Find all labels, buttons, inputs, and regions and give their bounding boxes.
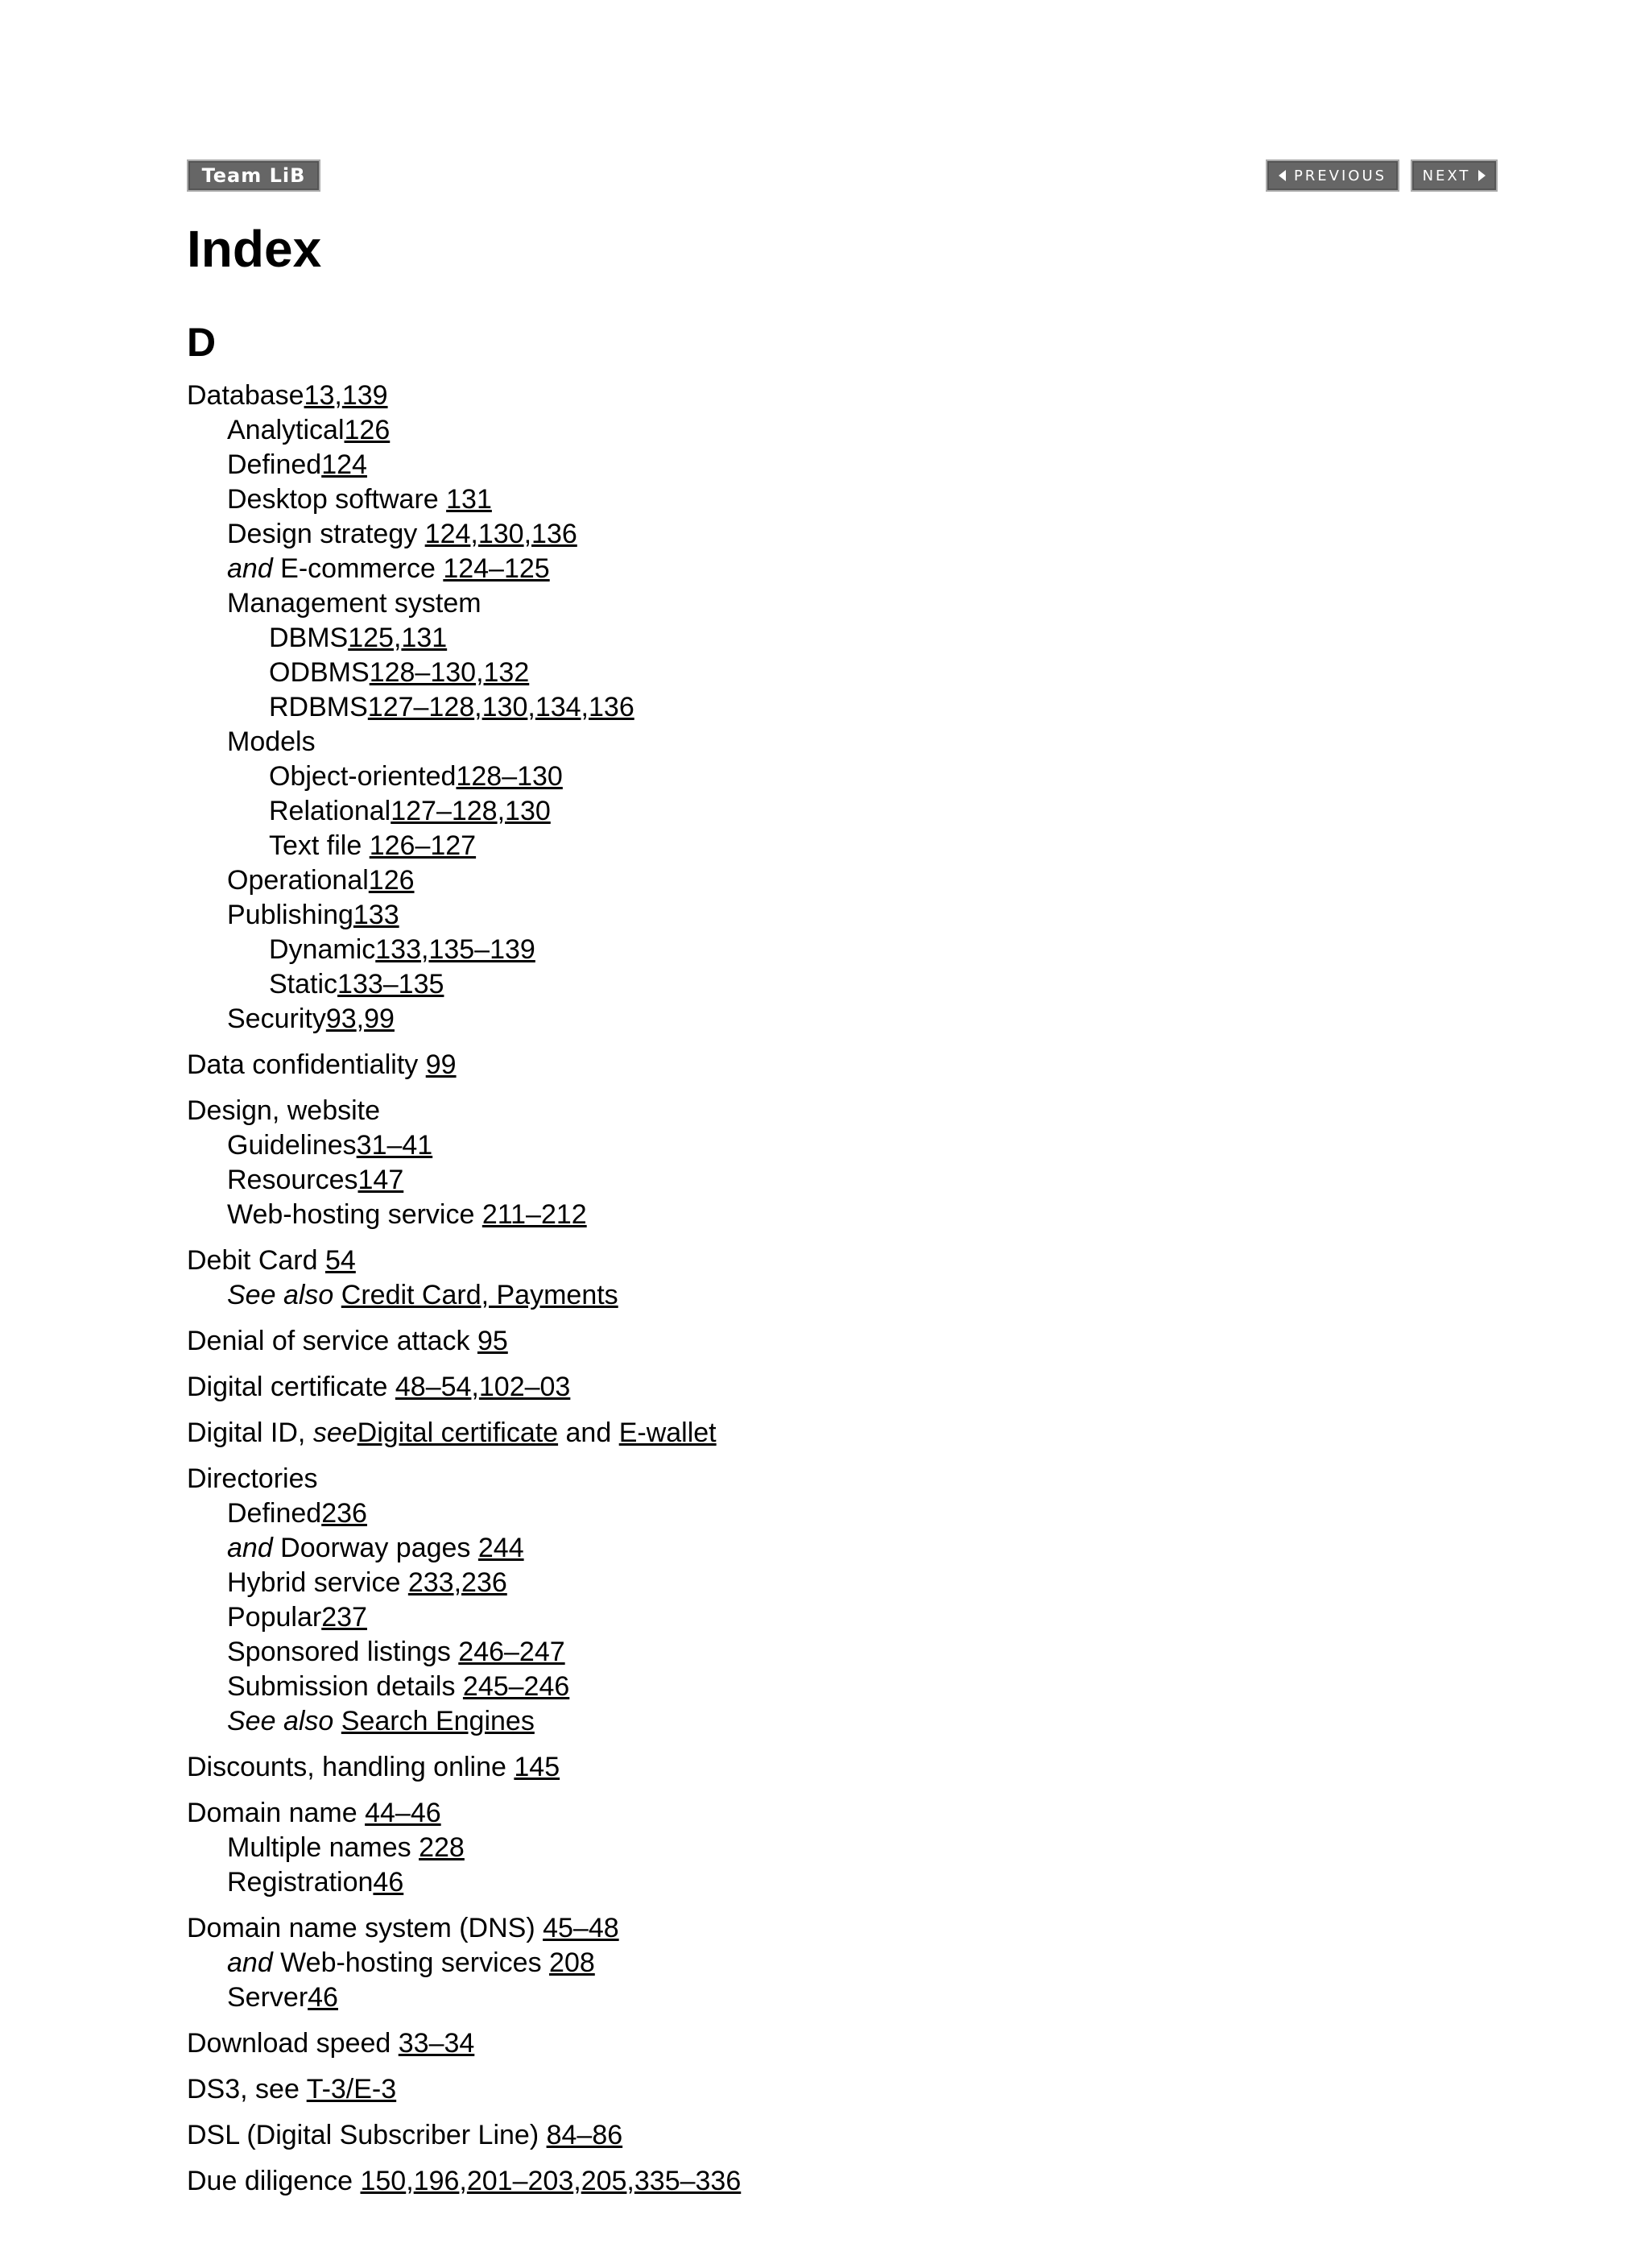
index-text: Denial of service attack [187,1326,477,1356]
index-qualifier: see [312,1418,357,1448]
page-link[interactable]: 245–246 [462,1671,570,1702]
index-text: Guidelines [227,1130,357,1161]
index-subterm [187,482,1475,517]
index-subterm [187,1566,1475,1600]
page-link[interactable]: 134 [535,692,581,722]
index-text: Object-oriented [269,761,457,792]
page-link[interactable]: 211–212 [481,1199,587,1230]
page-link[interactable]: 147 [357,1165,404,1195]
index-text: , [420,934,429,965]
index-subterm [187,1670,1475,1704]
index-subterm [187,517,1475,552]
index-text: Relational [269,796,391,826]
index-subterm [187,1002,1475,1037]
index-subterm [187,1704,1475,1739]
index-subterm [187,448,1475,482]
index-entries [187,379,1475,2210]
index-text: Digital ID, [187,1418,313,1448]
page-link[interactable]: 136 [531,519,577,549]
index-entry [187,1094,1475,1232]
index-term [187,2072,1475,2107]
index-subterm [187,1865,1475,1900]
page-link[interactable]: 13 [304,380,335,411]
page-link[interactable]: 205 [581,2166,627,2196]
index-text: DS3, see [187,2074,307,2105]
page-link[interactable]: 133–135 [337,969,444,999]
index-entry [187,2118,1475,2153]
index-text: and [558,1418,619,1448]
index-text: Design, website [187,1095,381,1126]
page-link[interactable]: 150 [360,2166,407,2196]
page-link[interactable]: 125 [348,623,394,653]
page-link[interactable]: 128–130 [456,761,563,792]
index-text: Registration [227,1867,374,1898]
index-text: Digital certificate [187,1372,395,1402]
page-link[interactable]: 99 [364,1004,395,1034]
section-letter: D [187,320,217,365]
page-link[interactable]: 126 [344,415,391,445]
page-link[interactable]: Credit Card, Payments [341,1280,618,1310]
index-term [187,1416,1475,1451]
index-text: Analytical [227,415,345,445]
index-subterm [187,898,1475,933]
page-link[interactable]: 31–41 [356,1130,433,1161]
index-subterm [187,933,1475,967]
index-text: Download speed [187,2028,399,2059]
page-link[interactable]: E-wallet [618,1418,717,1448]
page-link[interactable]: 33–34 [398,2028,475,2059]
page-link[interactable]: 95 [477,1326,508,1356]
index-text: Sponsored listings [227,1637,459,1667]
page-link[interactable]: 136 [589,692,634,722]
page-link[interactable]: 130 [505,796,551,826]
page-link[interactable]: 124 [321,449,367,480]
index-text: , [581,692,589,722]
page-link[interactable]: 130 [477,519,524,549]
arrow-right-icon [1478,170,1486,181]
nav-bar [187,159,1498,195]
index-qualifier: See also [227,1280,334,1310]
index-term [187,379,1475,413]
index-term [187,1244,1475,1278]
index-subterm [187,967,1475,1002]
page-link[interactable]: 201–203 [466,2166,574,2196]
page-link[interactable]: 124–125 [443,553,550,584]
index-text: Database [187,380,304,411]
index-term [187,1911,1475,1946]
index-subterm [187,1980,1475,2015]
index-subterm [187,794,1475,829]
index-text: Domain name system (DNS) [187,1913,543,1943]
index-text: Server [227,1982,308,2013]
index-text: Debit Card [187,1245,325,1276]
page-link[interactable]: 135–139 [428,934,535,965]
index-text: Dynamic [269,934,376,965]
page-link[interactable]: 131 [446,484,492,515]
page-link[interactable]: 246–247 [458,1637,565,1667]
team-lib-button[interactable] [187,159,320,192]
index-term [187,1750,1475,1785]
page-title: Index [187,220,322,278]
page-link[interactable]: 99 [425,1049,457,1080]
index-text: Submission details [227,1671,463,1702]
index-text: Discounts, handling online [187,1752,515,1782]
index-entry [187,1244,1475,1313]
index-entry [187,1416,1475,1451]
page-link[interactable]: 133 [353,900,399,930]
index-text: , [474,692,482,722]
index-text: Hybrid service [227,1567,408,1598]
page-link[interactable]: 126 [368,865,415,896]
index-subterm [187,1946,1475,1980]
index-text: , [406,2166,414,2196]
page-link[interactable]: 145 [514,1752,560,1782]
index-text: Text file [269,830,370,861]
index-text: , [523,519,532,549]
index-subterm [187,586,1475,621]
index-qualifier: and [227,1947,273,1978]
index-entry [187,1462,1475,1739]
index-text: , [497,796,506,826]
index-text: Popular [227,1602,322,1633]
page-link[interactable]: 139 [341,380,388,411]
page-link[interactable]: 54 [324,1245,356,1276]
page-link[interactable]: 46 [308,1982,338,2013]
page-link[interactable]: 102–03 [478,1372,571,1402]
next-button[interactable] [1411,159,1498,192]
index-text: , [470,519,478,549]
page-link[interactable]: 236 [321,1498,367,1529]
team-lib-label: Team LiB [201,164,306,187]
index-entry [187,1796,1475,1900]
page-link[interactable]: 127–128 [367,692,475,722]
index-text: Web-hosting service [227,1199,482,1230]
index-text: Operational [227,865,369,896]
index-text: Doorway pages [272,1533,478,1563]
index-term [187,2026,1475,2061]
index-text: Web-hosting services [272,1947,550,1978]
index-term [187,1370,1475,1405]
page-link[interactable]: 132 [483,657,530,688]
page-link[interactable]: 237 [321,1602,367,1633]
page-link[interactable]: 196 [413,2166,460,2196]
index-subterm [187,759,1475,794]
page-link[interactable]: Digital certificate [357,1418,559,1448]
index-term [187,2164,1475,2199]
index-text: Models [227,726,316,757]
previous-label: PREVIOUS [1293,167,1387,184]
index-subterm [187,690,1475,725]
index-subterm [187,829,1475,863]
index-text: Desktop software [227,484,447,515]
index-text: , [356,1004,365,1034]
index-text: RDBMS [269,692,368,722]
index-text: Design strategy [227,519,425,549]
page-link[interactable]: 233 [407,1567,454,1598]
index-term [187,1094,1475,1128]
index-entry [187,1370,1475,1405]
index-text: DSL (Digital Subscriber Line) [187,2120,547,2150]
page-link[interactable]: 48–54 [395,1372,472,1402]
page-link[interactable]: 84–86 [546,2120,623,2150]
arrow-left-icon [1279,170,1286,181]
page-link[interactable]: 244 [477,1533,524,1563]
index-subterm [187,1198,1475,1232]
index-subterm [187,863,1475,898]
index-text: , [476,657,484,688]
index-text: Multiple names [227,1832,419,1863]
index-entry [187,1911,1475,2015]
page-link[interactable]: T-3/E-3 [306,2074,397,2105]
index-entry [187,1750,1475,1785]
page-link[interactable]: 126–127 [369,830,477,861]
index-subterm [187,413,1475,448]
next-label: NEXT [1422,167,1471,184]
page-link[interactable]: 208 [549,1947,595,1978]
index-text: , [527,692,535,722]
index-term [187,1048,1475,1082]
index-subterm [187,1163,1475,1198]
previous-button[interactable] [1266,159,1399,192]
index-text: , [459,2166,467,2196]
index-qualifier: See also [227,1706,334,1736]
index-text: , [453,1567,462,1598]
index-qualifier: and [227,553,273,584]
index-entry [187,379,1475,1037]
index-subterm [187,1831,1475,1865]
index-subterm [187,621,1475,656]
index-text: Static [269,969,338,999]
index-text [333,1280,341,1310]
page-link[interactable]: 131 [401,623,448,653]
index-subterm [187,552,1475,586]
index-text: , [573,2166,581,2196]
index-term [187,1462,1475,1496]
page-link[interactable]: 46 [373,1867,404,1898]
index-subterm [187,1128,1475,1163]
index-text: , [471,1372,479,1402]
page-link[interactable]: 93 [325,1004,357,1034]
page-link[interactable]: 130 [481,692,528,722]
index-text: , [626,2166,634,2196]
index-term [187,2118,1475,2153]
index-text: Security [227,1004,326,1034]
index-subterm [187,725,1475,759]
index-entry [187,2072,1475,2107]
index-text: Data confidentiality [187,1049,426,1080]
index-text: Domain name [187,1798,366,1828]
page-link[interactable]: 133 [375,934,421,965]
index-subterm [187,1278,1475,1313]
index-text: DBMS [269,623,349,653]
index-text: , [393,623,402,653]
index-subterm [187,1531,1475,1566]
index-text: Directories [187,1463,318,1494]
page-link[interactable]: Search Engines [341,1706,535,1736]
index-text: E-commerce [272,553,444,584]
index-term [187,1796,1475,1831]
index-entry [187,2164,1475,2199]
index-text: , [334,380,342,411]
index-text: Defined [227,1498,322,1529]
page-link[interactable]: 236 [461,1567,507,1598]
index-text: Publishing [227,900,353,930]
index-term [187,1324,1475,1359]
index-text: Management system [227,588,481,619]
index-entry [187,2026,1475,2061]
index-entry [187,1324,1475,1359]
page-link[interactable]: 335–336 [634,2166,742,2196]
index-subterm [187,1635,1475,1670]
index-text [333,1706,341,1736]
index-subterm [187,656,1475,690]
index-text: ODBMS [269,657,370,688]
index-subterm [187,1496,1475,1531]
index-text: Resources [227,1165,358,1195]
page-link[interactable]: 124 [424,519,471,549]
page-link[interactable]: 228 [419,1832,465,1863]
index-text: Due diligence [187,2166,361,2196]
index-qualifier: and [227,1533,273,1563]
index-subterm [187,1600,1475,1635]
page-link[interactable]: 128–130 [369,657,477,688]
index-text: Defined [227,449,322,480]
page-link[interactable]: 45–48 [543,1913,619,1943]
page-link[interactable]: 127–128 [391,796,498,826]
index-entry [187,1048,1475,1082]
page-link[interactable]: 44–46 [365,1798,441,1828]
